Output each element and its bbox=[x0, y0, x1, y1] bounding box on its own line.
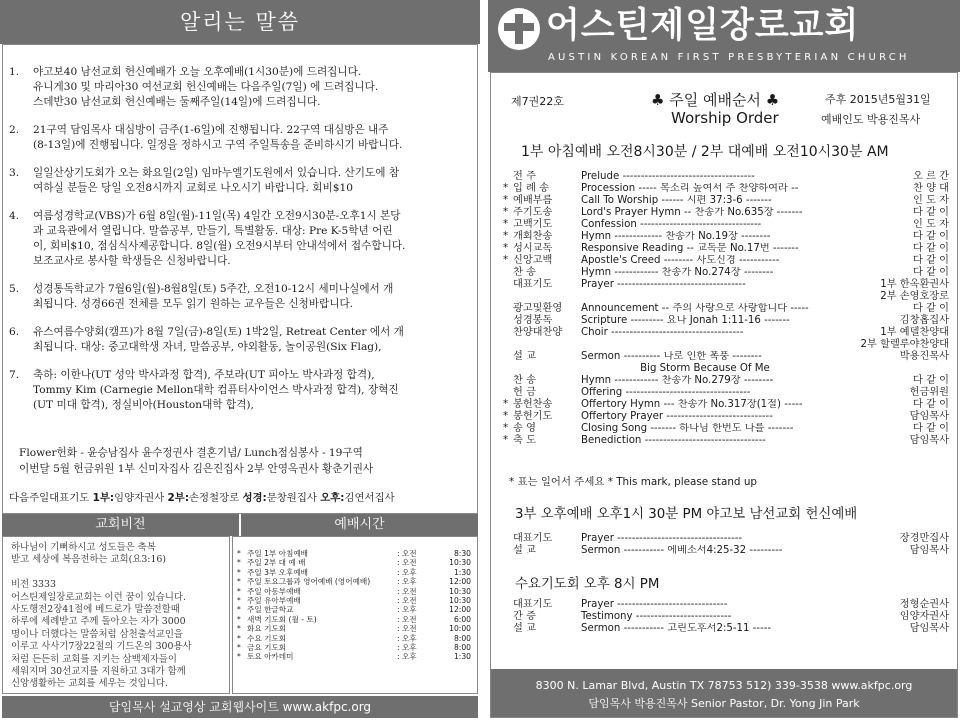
program-person: 정형순권사 bbox=[899, 599, 949, 610]
program-description bbox=[581, 339, 829, 351]
schedule-row bbox=[237, 615, 473, 624]
schedule-tab: 예배시간 bbox=[241, 514, 478, 536]
program-person: 담임목사 bbox=[909, 545, 949, 556]
program-description: Offering ---------------------------------- bbox=[581, 387, 751, 398]
program-person: 인 도 자 bbox=[913, 219, 949, 230]
program-person: 다 같 이 bbox=[913, 243, 949, 254]
program-person: 장경만집사 bbox=[899, 533, 949, 544]
schedule-day: : 오후 bbox=[397, 567, 417, 577]
schedule-row bbox=[237, 634, 473, 643]
program-person: 담임목사 bbox=[909, 435, 949, 446]
program-role: 찬 송 bbox=[513, 375, 536, 386]
program-row bbox=[503, 363, 949, 375]
service-1-2-title: 1부 아침예배 오전8시30분 / 2부 대예배 오전10시30분 AM bbox=[521, 144, 889, 160]
schedule-row bbox=[237, 605, 473, 614]
program-person: 담임목사 bbox=[909, 411, 949, 422]
announcement-text: 21구역 담임목사 대심방이 금주(1-6일)에 진행됩니다. 22구역 대심방은 내주 (8-13일)에 진행됩니다. 일정을 정하시고 구역 주일특송을 준비하시기 바랍니다. bbox=[33, 124, 403, 151]
program-role bbox=[513, 291, 581, 303]
service-leader: 예배인도 박용진목사 bbox=[821, 113, 921, 126]
service-3-title: 3부 오후예배 오후1시 30분 PM 야고보 남선교회 헌신예배 bbox=[515, 507, 858, 522]
program-role: 예배부름 bbox=[513, 195, 553, 206]
program-role: 광고및환영 bbox=[513, 303, 563, 314]
service-3-program bbox=[503, 533, 949, 557]
program-description: Offertory Hymn --- 찬송가 No.317장(1절) ----- bbox=[581, 399, 803, 410]
schedule-name: 주일 한글학교 bbox=[247, 605, 294, 615]
worship-order-title-english: Worship Order bbox=[671, 109, 779, 127]
stand-marker: * bbox=[503, 219, 509, 230]
program-description: Sermon ----------- 에베소서4:25-32 --------- bbox=[581, 545, 783, 556]
program-description: Choir ------------------------------------ bbox=[581, 327, 744, 338]
program-description: Big Storm Because Of Me bbox=[640, 363, 770, 374]
program-row bbox=[503, 183, 949, 195]
announcement-number: 1. bbox=[9, 66, 20, 78]
schedule-bullet: * bbox=[237, 652, 241, 662]
program-description: Scripture --------- 요나 Jonah 1:11-16 ------- bbox=[581, 315, 790, 326]
program-row bbox=[503, 267, 949, 279]
stand-marker bbox=[503, 387, 513, 399]
program-role: 성경봉독 bbox=[513, 315, 553, 326]
program-description: Hymn ------------ 찬송가 No.279장 -------- bbox=[581, 375, 774, 386]
church-name-english: AUSTIN KOREAN FIRST PRESBYTERIAN CHURCH bbox=[548, 52, 910, 63]
senior-pastor-line: 담임목사 박용진목사 Senior Pastor, Dr. Yong Jin Park bbox=[588, 697, 860, 710]
schedule-day: : 오전 bbox=[397, 586, 417, 596]
schedule-day: : 오전 bbox=[397, 614, 417, 624]
worship-program-list bbox=[503, 171, 949, 447]
stand-marker: * bbox=[503, 423, 509, 434]
program-row bbox=[503, 611, 949, 623]
schedule-name: 화요 기도회 bbox=[247, 624, 287, 634]
schedule-name: 주일 토요그룹과 영어예배 (영어예배) bbox=[247, 577, 371, 587]
schedule-bullet: * bbox=[237, 596, 241, 606]
announcement-item bbox=[9, 209, 469, 269]
schedule-time: 8:00 bbox=[453, 633, 471, 643]
schedule-day: : 오전 bbox=[397, 624, 417, 634]
announcement-item bbox=[9, 282, 469, 312]
program-person: 다 같 이 bbox=[913, 375, 949, 386]
stand-marker: * bbox=[503, 243, 509, 254]
program-role: 헌 금 bbox=[513, 387, 536, 398]
program-person: 다 같 이 bbox=[913, 255, 949, 266]
program-description: Sermon ----------- 고린도후서2:5-11 ----- bbox=[581, 623, 772, 634]
next-week-s1-label: 1부: bbox=[92, 492, 115, 504]
program-role: 대표기도 bbox=[513, 533, 553, 544]
program-person: 담임목사 bbox=[909, 623, 949, 634]
program-role: 봉헌찬송 bbox=[513, 399, 553, 410]
stand-marker bbox=[503, 599, 513, 611]
next-week-s4-label: 오후: bbox=[320, 492, 345, 504]
program-row bbox=[503, 303, 949, 315]
announcements-body bbox=[2, 44, 478, 514]
program-description: Lord's Prayer Hymn -- 찬송가 No.635장 ------- bbox=[581, 207, 803, 218]
program-description: Prayer ---------------------------------- bbox=[581, 533, 743, 544]
schedule-name: 주일 아동부예배 bbox=[247, 586, 301, 596]
program-row bbox=[503, 387, 949, 399]
schedule-day: : 오전 bbox=[397, 549, 417, 558]
schedule-row bbox=[237, 587, 473, 596]
program-description bbox=[581, 291, 829, 303]
schedule-row bbox=[237, 624, 473, 633]
schedule-row bbox=[237, 558, 473, 567]
schedule-bullet: * bbox=[237, 633, 241, 643]
schedule-bullet: * bbox=[237, 643, 241, 653]
program-person: 1부 한옥환권사 bbox=[880, 279, 949, 290]
program-role: 봉헌기도 bbox=[513, 411, 553, 422]
program-row bbox=[503, 545, 949, 557]
program-description: Prelude ------------------------------------ bbox=[581, 171, 755, 182]
schedule-bullet: * bbox=[237, 605, 241, 615]
stand-marker bbox=[503, 267, 513, 279]
announcement-item bbox=[9, 65, 469, 110]
program-person: 다 같 이 bbox=[913, 207, 949, 218]
schedule-name: 주일 유아부예배 bbox=[247, 596, 301, 606]
program-person bbox=[829, 363, 949, 375]
schedule-name: 주일 1부 아침예배 bbox=[247, 549, 309, 558]
schedule-day: : 오후 bbox=[397, 577, 417, 587]
schedule-time: 10:30 bbox=[449, 558, 471, 568]
church-name-korean: 어스틴제일장로교회 bbox=[546, 6, 860, 46]
stand-marker bbox=[503, 303, 513, 315]
stand-marker: * bbox=[503, 435, 509, 446]
worship-order-panel bbox=[488, 0, 960, 720]
stand-marker bbox=[503, 545, 513, 557]
stand-marker bbox=[503, 315, 513, 327]
schedule-bullet: * bbox=[237, 577, 241, 587]
schedule-time: 12:00 bbox=[449, 577, 471, 587]
program-person: 인 도 자 bbox=[913, 195, 949, 206]
program-description: Closing Song ------- 하나님 한번도 나를 ------- bbox=[581, 423, 794, 434]
announcement-text: 유스여름수양회(캠프)가 8월 7일(금)-8일(토) 1박2일, Retreat Center 에서 개 최됩니다. 대상: 중고대학생 자녀, 말씀공부, 야외활동, 놀이공원(Six Flag), bbox=[33, 326, 404, 353]
program-role: 찬양대찬양 bbox=[513, 327, 563, 338]
stand-marker: * bbox=[503, 231, 509, 242]
announcement-number: 6. bbox=[9, 326, 20, 338]
schedule-time: 10:00 bbox=[449, 624, 471, 634]
program-person: 찬 양 대 bbox=[913, 183, 949, 194]
schedule-day: : 오후 bbox=[397, 643, 417, 653]
program-person: 임양자권사 bbox=[899, 611, 949, 622]
program-person: 2부 손영호장로 bbox=[880, 291, 949, 302]
program-row bbox=[503, 623, 949, 635]
program-row bbox=[503, 195, 949, 207]
next-week-s3: 문창원집사 bbox=[266, 492, 321, 504]
stand-marker bbox=[503, 279, 513, 291]
schedule-day: : 오후 bbox=[397, 652, 417, 662]
schedule-day: : 오후 bbox=[397, 633, 417, 643]
program-role bbox=[513, 363, 581, 375]
next-week-s2: 손정철장로 bbox=[188, 492, 243, 504]
schedule-row bbox=[237, 549, 473, 558]
program-role: 성시교독 bbox=[513, 243, 553, 254]
program-role: 송 영 bbox=[513, 423, 536, 434]
next-week-s4: 김연서집사 bbox=[344, 492, 395, 504]
stand-marker bbox=[503, 363, 513, 375]
program-role: 설 교 bbox=[513, 351, 536, 362]
stand-marker: * bbox=[503, 255, 509, 266]
stand-marker bbox=[503, 375, 513, 387]
program-row bbox=[503, 171, 949, 183]
flower-lunch-note: Flower헌화 - 윤승남집사 윤수정권사 결혼기념/ Lunch점심봉사 - 19구역 이번달 5월 헌금위원 1부 신미자집사 김은진집사 2부 안영옥권사 황춘기권사 bbox=[19, 447, 374, 475]
schedule-row bbox=[237, 577, 473, 586]
program-row bbox=[503, 399, 949, 411]
next-week-prayer-line bbox=[9, 491, 475, 505]
program-row bbox=[503, 291, 949, 303]
church-address: 8300 N. Lamar Blvd, Austin TX 78753 512) 339-3538 www.akfpc.org bbox=[535, 679, 913, 692]
program-row bbox=[503, 279, 949, 291]
program-row bbox=[503, 435, 949, 447]
church-footer bbox=[491, 669, 957, 717]
stand-marker bbox=[503, 611, 513, 623]
program-description: Confession --------------------------------- bbox=[581, 219, 762, 230]
announcement-item bbox=[9, 123, 469, 153]
program-description: Prayer ----------------------------------- bbox=[581, 279, 746, 290]
announcement-number: 4. bbox=[9, 210, 20, 222]
worship-order-frame bbox=[490, 72, 958, 718]
schedule-name: 새벽 기도회 (월 - 토) bbox=[247, 614, 317, 624]
schedule-row bbox=[237, 596, 473, 605]
stand-marker: * bbox=[503, 207, 509, 218]
worship-schedule bbox=[232, 536, 478, 694]
schedule-bullet: * bbox=[237, 586, 241, 596]
schedule-time: 6:00 bbox=[453, 614, 471, 624]
program-row bbox=[503, 533, 949, 545]
schedule-day: : 오후 bbox=[397, 605, 417, 615]
schedule-name: 토요 아카데미 bbox=[247, 652, 294, 662]
program-person: 다 같 이 bbox=[913, 231, 949, 242]
wednesday-title: 수요기도회 오후 8시 PM bbox=[515, 577, 660, 592]
vision-tab: 교회비전 bbox=[2, 514, 241, 536]
stand-up-note: * 표는 일어서 주세요 * This mark, please stand up bbox=[509, 476, 757, 488]
program-row bbox=[503, 423, 949, 435]
sub-header-bar bbox=[2, 514, 478, 536]
stand-marker: * bbox=[503, 411, 509, 422]
program-role: 간 증 bbox=[513, 611, 536, 622]
program-role: 대표기도 bbox=[513, 279, 553, 290]
church-header bbox=[488, 0, 960, 72]
schedule-bullet: * bbox=[237, 549, 241, 558]
program-person: 다 같 이 bbox=[913, 399, 949, 410]
program-row bbox=[503, 375, 949, 387]
schedule-row bbox=[237, 568, 473, 577]
program-role: 입 례 송 bbox=[513, 183, 549, 194]
program-row bbox=[503, 231, 949, 243]
worship-order-title: ♣ 주일 예배순서 ♣ bbox=[651, 91, 780, 109]
schedule-time: 8:30 bbox=[453, 549, 471, 558]
program-role: 신앙고백 bbox=[513, 255, 553, 266]
program-role: 고백기도 bbox=[513, 219, 553, 230]
program-person: 헌금위원 bbox=[909, 387, 949, 398]
program-role bbox=[513, 339, 581, 351]
program-description: Prayer ------------------------------ bbox=[581, 599, 728, 610]
schedule-name: 주일 3부 오후예배 bbox=[247, 567, 309, 577]
service-date: 주후 2015년5월31일 bbox=[825, 93, 931, 106]
program-role: 대표기도 bbox=[513, 599, 553, 610]
cross-logo-icon bbox=[498, 8, 540, 50]
announcement-item bbox=[9, 166, 469, 196]
program-role: 주기도송 bbox=[513, 207, 553, 218]
program-description: Hymn ------------ 찬송가 No.274장 -------- bbox=[581, 267, 774, 278]
program-row bbox=[503, 219, 949, 231]
program-row bbox=[503, 243, 949, 255]
program-role: 찬 송 bbox=[513, 267, 536, 278]
program-row bbox=[503, 411, 949, 423]
program-role: 축 도 bbox=[513, 435, 536, 446]
next-week-s2-label: 2부: bbox=[167, 492, 189, 504]
schedule-bullet: * bbox=[237, 614, 241, 624]
announcement-number: 3. bbox=[9, 167, 20, 179]
volume-number: 제7권22호 bbox=[511, 95, 564, 108]
announcement-text: 야고보40 남선교회 헌신예배가 오늘 오후예배(1시30분)에 드려집니다. 유니게30 및 마리아30 여선교회 헌신예배는 다음주일(7일) 에 드려집니다. 스데반30 남선교회 헌신예배는 둘째주일(14일)에 드려집니다. bbox=[33, 66, 379, 108]
schedule-day: : 오전 bbox=[397, 558, 417, 568]
next-week-s1: 임양자권사 bbox=[114, 492, 168, 504]
announcement-text: 성경통독학교가 7월6일(월)-8월8일(토) 5주간, 오전10-12시 세미나실에서 개 최됩니다. 성경66권 전체를 모두 읽기 원하는 교우들은 신청바랍니다. bbox=[33, 283, 394, 310]
schedule-time: 10:30 bbox=[449, 586, 471, 596]
program-role: 전 주 bbox=[513, 171, 536, 182]
program-person: 다 같 이 bbox=[913, 267, 949, 278]
stand-marker bbox=[503, 327, 513, 339]
stand-marker bbox=[503, 351, 513, 363]
announcement-text: 축하: 이한나(UT 성악 박사과정 합격), 주보라(UT 피아노 박사과정 합격), Tommy Kim (Carnegie Mellon대학 컴퓨터사이언스 박사과정 합격), 장혁진 (UT 미대 합격), 정실비아(Houston대학 합격), bbox=[33, 369, 399, 411]
program-description: Call To Worship ------ 시편 37:3-6 ------- bbox=[581, 195, 772, 206]
program-description: Testimony -------------------------- bbox=[581, 611, 732, 622]
stand-marker bbox=[503, 291, 513, 303]
stand-marker: * bbox=[503, 195, 509, 206]
program-row bbox=[503, 327, 949, 339]
announcement-list bbox=[9, 65, 469, 426]
schedule-bullet: * bbox=[237, 567, 241, 577]
schedule-name: 금요 기도회 bbox=[247, 643, 287, 653]
program-row bbox=[503, 339, 949, 351]
schedule-time: 1:30 bbox=[453, 567, 471, 577]
stand-marker bbox=[503, 339, 513, 351]
program-person: 다 같 이 bbox=[913, 423, 949, 434]
schedule-row bbox=[237, 643, 473, 652]
program-description: Apostle's Creed -------- 사도신경 ----------- bbox=[581, 255, 780, 266]
schedule-time: 12:00 bbox=[449, 605, 471, 615]
wednesday-program bbox=[503, 599, 949, 635]
next-week-s3-label: 성경: bbox=[242, 492, 267, 504]
schedule-time: 8:00 bbox=[453, 643, 471, 653]
stand-marker bbox=[503, 171, 513, 183]
announcement-number: 2. bbox=[9, 124, 20, 136]
announcement-number: 5. bbox=[9, 283, 20, 295]
program-row bbox=[503, 351, 949, 363]
schedule-name: 수요 기도회 bbox=[247, 633, 287, 643]
stand-marker: * bbox=[503, 183, 509, 194]
program-person: 오 르 간 bbox=[913, 171, 949, 182]
program-person: 다 같 이 bbox=[913, 303, 949, 314]
stand-marker: * bbox=[503, 399, 509, 410]
church-vision-text: 하나님이 기뻐하시고 성도들은 축복 받고 세상에 복음전하는 교회(요3:16) 비전 3333 어스틴제일장로교회는 이런 꿈이 있습니다. 사도행전2장41절에 베드로가 말씀전할때 하루에 세례받고 주께 돌아오는 자가 3000 명이나 더했다는 말씀처럼 삼천출석교인을 이루고 사사기7장22절의 기드온의 300용사 처럼 든든히 교회를 지키는 삼백제자들이 세워지며 30선교지를 지원하고 3대가 함께 신앙생활하는 교회를 세우는 것입니다. bbox=[2, 536, 230, 694]
left-footer: 담임목사 설교영상 교회웹사이트 www.akfpc.org bbox=[2, 696, 478, 718]
program-description: Announcement -- 주의 사랑으로 사랑합니다 ----- bbox=[581, 303, 809, 314]
announcement-number: 7. bbox=[9, 369, 20, 381]
next-week-prefix: 다음주일대표기도 bbox=[9, 492, 93, 504]
schedule-bullet: * bbox=[237, 624, 241, 634]
program-description: Sermon ---------- 나로 인한 폭풍 -------- bbox=[581, 351, 762, 362]
program-person: 김창홉집사 bbox=[899, 315, 949, 326]
announcement-text: 여름성경학교(VBS)가 6월 8일(월)-11일(목) 4일간 오전9시30분-오후1시 본당 과 교육관에서 열립니다. 말씀공부, 만들기, 특별활동. 대상: Pre K-5학년 어린 이, 회비$10, 점심식사제공합니다. 8일(월) 오전9시부터 안내석에서 접수합니다. 보조교사로 봉사할 학생들은 신청바랍니다. bbox=[33, 210, 406, 267]
schedule-time: 10:30 bbox=[449, 596, 471, 606]
program-description: Responsive Reading -- 교독문 No.17번 ------- bbox=[581, 243, 799, 254]
program-person: 1부 예델찬양대 bbox=[880, 327, 949, 338]
program-row bbox=[503, 255, 949, 267]
program-description: Procession ----- 목소리 높여서 주 찬양하여라 -- bbox=[581, 183, 799, 194]
program-role: 설 교 bbox=[513, 545, 536, 556]
schedule-time: 1:30 bbox=[453, 652, 471, 662]
program-description: Benediction --------------------------------- bbox=[581, 435, 766, 446]
stand-marker bbox=[503, 623, 513, 635]
program-person: 2부 할렐루야찬양대 bbox=[860, 339, 949, 350]
program-row bbox=[503, 315, 949, 327]
program-role: 설 교 bbox=[513, 623, 536, 634]
stand-marker bbox=[503, 533, 513, 545]
program-person: 박용진목사 bbox=[899, 351, 949, 362]
schedule-row bbox=[237, 652, 473, 661]
announcement-text: 일일산상기도회가 오는 화요일(2일) 임마누엘기도원에서 있습니다. 산기도에 참 여하실 분들은 당일 오전8시까지 교회로 나오시기 바랍니다. 회비$10 bbox=[33, 167, 400, 194]
announcement-item bbox=[9, 368, 469, 413]
schedule-day: : 오전 bbox=[397, 596, 417, 606]
program-description: Hymn ------------- 찬송가 No.19장 -------- bbox=[581, 231, 771, 242]
announcements-header: 알리는 말씀 bbox=[0, 0, 480, 44]
program-row bbox=[503, 599, 949, 611]
announcement-item bbox=[9, 325, 469, 355]
program-row bbox=[503, 207, 949, 219]
program-description: Offertory Prayer ----------------------------- bbox=[581, 411, 773, 422]
schedule-name: 주일 2부 대 예 배 bbox=[247, 558, 306, 568]
program-role: 개회찬송 bbox=[513, 231, 553, 242]
schedule-bullet: * bbox=[237, 558, 241, 568]
